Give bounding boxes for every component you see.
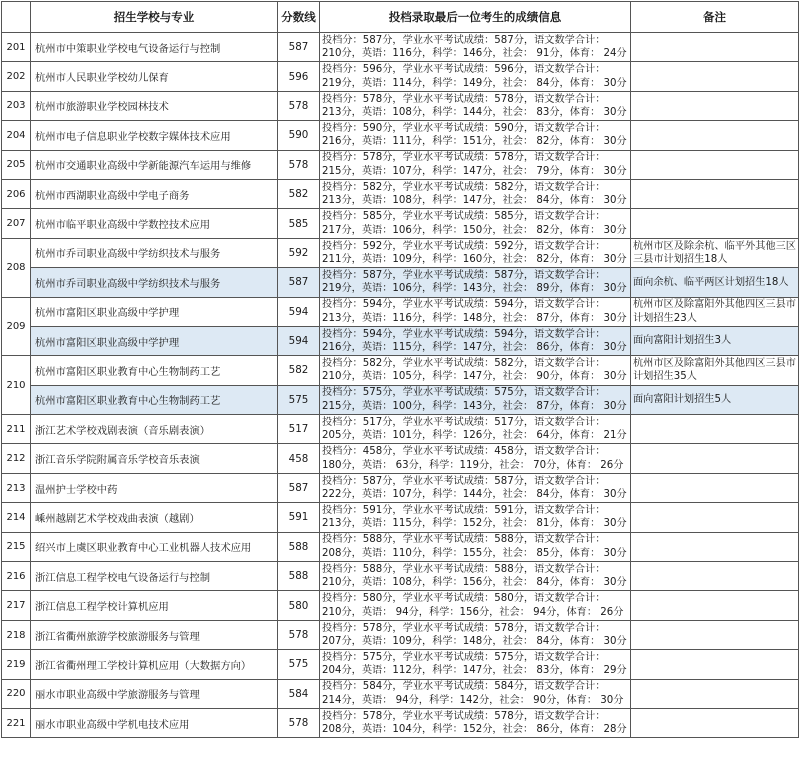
cutoff-score: 584: [278, 679, 320, 708]
score-info-line-2: 219分，英语：114分，科学：149分，社会： 84分，体育： 30分: [322, 77, 627, 89]
row-index: 202: [2, 62, 31, 91]
header-info: 投档录取最后一位考生的成绩信息: [320, 2, 631, 33]
table-row: [2, 503, 799, 532]
note-cell: [631, 562, 799, 591]
score-info-line-1: 投档分：594分，学业水平考试成绩：594分，语文数学合计：: [322, 328, 606, 340]
row-index: 207: [2, 209, 31, 238]
score-info-line-1: 投档分：582分，学业水平考试成绩：582分，语文数学合计：: [322, 358, 606, 370]
school-major: 杭州市乔司职业高级中学纺织技术与服务: [31, 268, 278, 297]
score-info-line-2: 207分，英语：109分，科学：148分，社会： 84分，体育： 30分: [322, 636, 627, 647]
note-cell: [631, 121, 799, 150]
cutoff-score: 580: [278, 591, 320, 620]
score-info-cell: [320, 62, 631, 91]
row-index: 205: [2, 150, 31, 179]
score-info-line-2: 214分，英语： 94分，科学：142分，社会： 90分，体育： 30分: [322, 694, 624, 706]
table-row: [2, 179, 799, 208]
score-info-cell: [320, 620, 631, 649]
score-info-line-2: 213分，英语：116分，科学：148分，社会： 87分，体育： 30分: [322, 312, 627, 324]
row-index: 213: [2, 473, 31, 502]
row-index: 217: [2, 591, 31, 620]
score-info-cell: [320, 238, 631, 267]
row-index: 218: [2, 620, 31, 649]
school-major: 杭州市富阳区职业教育中心生物制药工艺: [31, 356, 278, 385]
row-index: 203: [2, 91, 31, 120]
school-major: 杭州市人民职业学校幼儿保育: [31, 62, 278, 91]
score-info-line-1: 投档分：578分，学业水平考试成绩：578分，语文数学合计：: [322, 93, 606, 105]
header-score: 分数线: [278, 2, 320, 33]
score-info-line-2: 180分，英语： 63分，科学：119分，社会： 70分，体育： 26分: [322, 459, 624, 471]
row-index: 209: [2, 297, 31, 356]
score-info-cell: [320, 503, 631, 532]
note-cell: [631, 650, 799, 679]
row-index: 206: [2, 179, 31, 208]
score-info-line-2: 216分，英语：111分，科学：151分，社会： 82分，体育： 30分: [322, 136, 627, 148]
score-info-cell: [320, 444, 631, 473]
table-row: [2, 415, 799, 444]
table-row: [2, 532, 799, 561]
school-major: 杭州市临平职业高级中学数控技术应用: [31, 209, 278, 238]
cutoff-score: 582: [278, 179, 320, 208]
table-row: [2, 297, 799, 326]
cutoff-score: 585: [278, 209, 320, 238]
score-info-cell: [320, 150, 631, 179]
table-row: [2, 62, 799, 91]
cutoff-score: 575: [278, 650, 320, 679]
cutoff-score: 588: [278, 562, 320, 591]
row-index: 204: [2, 121, 31, 150]
note-cell: 面向富阳计划招生3人: [631, 326, 799, 355]
table-row: [2, 562, 799, 591]
school-major: 杭州市交通职业高级中学新能源汽车运用与维修: [31, 150, 278, 179]
score-info-line-1: 投档分：590分，学业水平考试成绩：590分，语文数学合计：: [322, 122, 606, 134]
school-major: 绍兴市上虞区职业教育中心工业机器人技术应用: [31, 532, 278, 561]
score-info-line-1: 投档分：587分，学业水平考试成绩：587分，语文数学合计：: [322, 34, 606, 46]
table-row: [2, 620, 799, 649]
row-index: 211: [2, 415, 31, 444]
note-cell: [631, 591, 799, 620]
school-major: 杭州市富阳区职业高级中学护理: [31, 326, 278, 355]
score-info-cell: [320, 415, 631, 444]
cutoff-score: 594: [278, 297, 320, 326]
table-row: [2, 444, 799, 473]
table-row: [2, 238, 799, 267]
score-info-line-1: 投档分：517分，学业水平考试成绩：517分，语文数学合计：: [322, 416, 606, 428]
row-index: 208: [2, 238, 31, 297]
table-row: [2, 708, 799, 737]
school-major: 丽水市职业高级中学机电技术应用: [31, 708, 278, 737]
score-info-line-2: 222分，英语：107分，科学：144分，社会： 84分，体育： 30分: [322, 489, 627, 501]
school-major: 浙江艺术学校戏剧表演（音乐剧表演）: [31, 415, 278, 444]
table-row: [2, 33, 799, 62]
note-cell: [631, 91, 799, 120]
score-info-line-2: 211分，英语：109分，科学：160分，社会： 82分，体育： 30分: [322, 253, 627, 265]
cutoff-score: 575: [278, 385, 320, 414]
note-cell: 杭州市区及除余杭、临平外其他三区三县市计划招生18人: [631, 238, 799, 267]
school-major: 杭州市西湖职业高级中学电子商务: [31, 179, 278, 208]
cutoff-score: 578: [278, 708, 320, 737]
school-major: 丽水市职业高级中学旅游服务与管理: [31, 679, 278, 708]
score-info-line-2: 217分，英语：106分，科学：150分，社会： 82分，体育： 30分: [322, 224, 627, 236]
table-row: [2, 91, 799, 120]
table-row: [2, 209, 799, 238]
score-info-cell: [320, 650, 631, 679]
note-cell: [631, 620, 799, 649]
cutoff-score: 592: [278, 238, 320, 267]
score-info-cell: [320, 385, 631, 414]
cutoff-score: 587: [278, 33, 320, 62]
note-cell: [631, 473, 799, 502]
row-index: 201: [2, 33, 31, 62]
score-info-cell: [320, 326, 631, 355]
score-info-line-2: 204分，英语：112分，科学：147分，社会： 83分，体育： 29分: [322, 665, 627, 677]
note-cell: [631, 679, 799, 708]
note-cell: [631, 708, 799, 737]
school-major: 杭州市富阳区职业高级中学护理: [31, 297, 278, 326]
header-school: 招生学校与专业: [31, 2, 278, 33]
school-major: 杭州市旅游职业学校园林技术: [31, 91, 278, 120]
score-info-line-1: 投档分：592分，学业水平考试成绩：592分，语文数学合计：: [322, 240, 606, 252]
note-cell: [631, 62, 799, 91]
score-info-cell: [320, 708, 631, 737]
row-index: 221: [2, 708, 31, 737]
school-major: 浙江省衢州理工学校计算机应用（大数据方向）: [31, 650, 278, 679]
row-index: 219: [2, 650, 31, 679]
cutoff-score: 591: [278, 503, 320, 532]
table-row: [2, 473, 799, 502]
row-index: 216: [2, 562, 31, 591]
note-cell: 面向余杭、临平两区计划招生18人: [631, 268, 799, 297]
score-info-line-1: 投档分：585分，学业水平考试成绩：585分，语文数学合计：: [322, 211, 606, 223]
score-info-line-2: 208分，英语：110分，科学：155分，社会： 85分，体育： 30分: [322, 547, 627, 559]
score-info-line-2: 210分，英语：105分，科学：147分，社会： 90分，体育： 30分: [322, 371, 627, 383]
score-info-cell: [320, 121, 631, 150]
table-row: [2, 268, 799, 297]
cutoff-score: 582: [278, 356, 320, 385]
score-info-line-2: 210分，英语： 94分，科学：156分，社会： 94分，体育： 26分: [322, 606, 624, 618]
score-info-line-2: 216分，英语：115分，科学：147分，社会： 86分，体育： 30分: [322, 342, 627, 354]
score-info-line-1: 投档分：575分，学业水平考试成绩：575分，语文数学合计：: [322, 387, 606, 399]
score-info-line-1: 投档分：578分，学业水平考试成绩：578分，语文数学合计：: [322, 710, 606, 722]
cutoff-score: 590: [278, 121, 320, 150]
note-cell: [631, 150, 799, 179]
table-row: [2, 356, 799, 385]
score-info-line-1: 投档分：587分，学业水平考试成绩：587分，语文数学合计：: [322, 475, 606, 487]
school-major: 杭州市富阳区职业教育中心生物制药工艺: [31, 385, 278, 414]
score-info-line-2: 213分，英语：115分，科学：152分，社会： 81分，体育： 30分: [322, 518, 627, 530]
school-major: 温州护士学校中药: [31, 473, 278, 502]
table-row: [2, 385, 799, 414]
header-row: [2, 2, 799, 33]
cutoff-score: 596: [278, 62, 320, 91]
header-note: 备注: [631, 2, 799, 33]
cutoff-score: 587: [278, 268, 320, 297]
cutoff-score: 458: [278, 444, 320, 473]
score-info-line-1: 投档分：578分，学业水平考试成绩：578分，语文数学合计：: [322, 152, 606, 164]
score-info-line-2: 208分，英语：104分，科学：152分，社会： 86分，体育： 28分: [322, 724, 627, 736]
score-info-line-1: 投档分：582分，学业水平考试成绩：582分，语文数学合计：: [322, 181, 606, 193]
score-info-line-1: 投档分：584分，学业水平考试成绩：584分，语文数学合计：: [322, 681, 606, 693]
score-info-line-1: 投档分：596分，学业水平考试成绩：596分，语文数学合计：: [322, 64, 606, 76]
table-body: [2, 33, 799, 738]
score-info-line-2: 215分，英语：100分，科学：143分，社会： 87分，体育： 30分: [322, 400, 627, 412]
score-info-cell: [320, 91, 631, 120]
note-cell: [631, 503, 799, 532]
cutoff-score: 587: [278, 473, 320, 502]
score-info-cell: [320, 179, 631, 208]
score-info-cell: [320, 356, 631, 385]
score-info-line-1: 投档分：594分，学业水平考试成绩：594分，语文数学合计：: [322, 299, 606, 311]
table-row: [2, 121, 799, 150]
school-major: 杭州市电子信息职业学校数字媒体技术应用: [31, 121, 278, 150]
cutoff-score: 517: [278, 415, 320, 444]
score-info-line-2: 210分，英语：108分，科学：156分，社会： 84分，体育： 30分: [322, 577, 627, 589]
score-info-cell: [320, 532, 631, 561]
school-major: 浙江信息工程学校电气设备运行与控制: [31, 562, 278, 591]
score-info-line-2: 213分，英语：108分，科学：147分，社会： 84分，体育： 30分: [322, 195, 627, 207]
table-row: [2, 679, 799, 708]
cutoff-score: 578: [278, 620, 320, 649]
score-info-cell: [320, 679, 631, 708]
cutoff-score: 578: [278, 150, 320, 179]
score-info-line-1: 投档分：578分，学业水平考试成绩：578分，语文数学合计：: [322, 622, 606, 634]
header-index: [2, 2, 31, 33]
note-cell: 面向富阳计划招生5人: [631, 385, 799, 414]
score-info-line-1: 投档分：587分，学业水平考试成绩：587分，语文数学合计：: [322, 269, 606, 281]
row-index: 215: [2, 532, 31, 561]
score-info-line-2: 219分，英语：106分，科学：143分，社会： 89分，体育： 30分: [322, 283, 627, 295]
note-cell: [631, 415, 799, 444]
school-major: 浙江省衢州旅游学校旅游服务与管理: [31, 620, 278, 649]
school-major: 浙江音乐学院附属音乐学校音乐表演: [31, 444, 278, 473]
score-info-cell: [320, 562, 631, 591]
admission-table: [1, 1, 799, 738]
school-major: 杭州市中策职业学校电气设备运行与控制: [31, 33, 278, 62]
table-row: [2, 326, 799, 355]
table-row: [2, 150, 799, 179]
row-index: 220: [2, 679, 31, 708]
score-info-line-2: 210分，英语：116分，科学：146分，社会： 91分，体育： 24分: [322, 48, 627, 60]
score-info-cell: [320, 473, 631, 502]
note-cell: 杭州市区及除富阳外其他四区三县市计划招生35人: [631, 356, 799, 385]
note-cell: 杭州市区及除富阳外其他四区三县市计划招生23人: [631, 297, 799, 326]
score-info-cell: [320, 297, 631, 326]
score-info-cell: [320, 268, 631, 297]
note-cell: [631, 179, 799, 208]
note-cell: [631, 444, 799, 473]
school-major: 嵊州越剧艺术学校戏曲表演（越剧）: [31, 503, 278, 532]
score-info-line-2: 213分，英语：108分，科学：144分，社会： 83分，体育： 30分: [322, 106, 627, 118]
row-index: 212: [2, 444, 31, 473]
cutoff-score: 578: [278, 91, 320, 120]
score-info-line-1: 投档分：458分，学业水平考试成绩：458分，语文数学合计：: [322, 446, 606, 458]
table-row: [2, 591, 799, 620]
score-info-line-1: 投档分：580分，学业水平考试成绩：580分，语文数学合计：: [322, 593, 606, 605]
score-info-line-2: 205分，英语：101分，科学：126分，社会： 64分，体育： 21分: [322, 430, 627, 442]
score-info-cell: [320, 33, 631, 62]
score-info-line-1: 投档分：588分，学业水平考试成绩：588分，语文数学合计：: [322, 534, 606, 546]
cutoff-score: 588: [278, 532, 320, 561]
school-major: 杭州市乔司职业高级中学纺织技术与服务: [31, 238, 278, 267]
table-row: [2, 650, 799, 679]
row-index: 210: [2, 356, 31, 415]
cutoff-score: 594: [278, 326, 320, 355]
score-info-cell: [320, 591, 631, 620]
score-info-cell: [320, 209, 631, 238]
school-major: 浙江信息工程学校计算机应用: [31, 591, 278, 620]
note-cell: [631, 532, 799, 561]
row-index: 214: [2, 503, 31, 532]
score-info-line-2: 215分，英语：107分，科学：147分，社会： 79分，体育： 30分: [322, 165, 627, 177]
note-cell: [631, 33, 799, 62]
note-cell: [631, 209, 799, 238]
score-info-line-1: 投档分：575分，学业水平考试成绩：575分，语文数学合计：: [322, 652, 606, 663]
score-info-line-1: 投档分：588分，学业水平考试成绩：588分，语文数学合计：: [322, 563, 606, 575]
score-info-line-1: 投档分：591分，学业水平考试成绩：591分，语文数学合计：: [322, 505, 606, 517]
